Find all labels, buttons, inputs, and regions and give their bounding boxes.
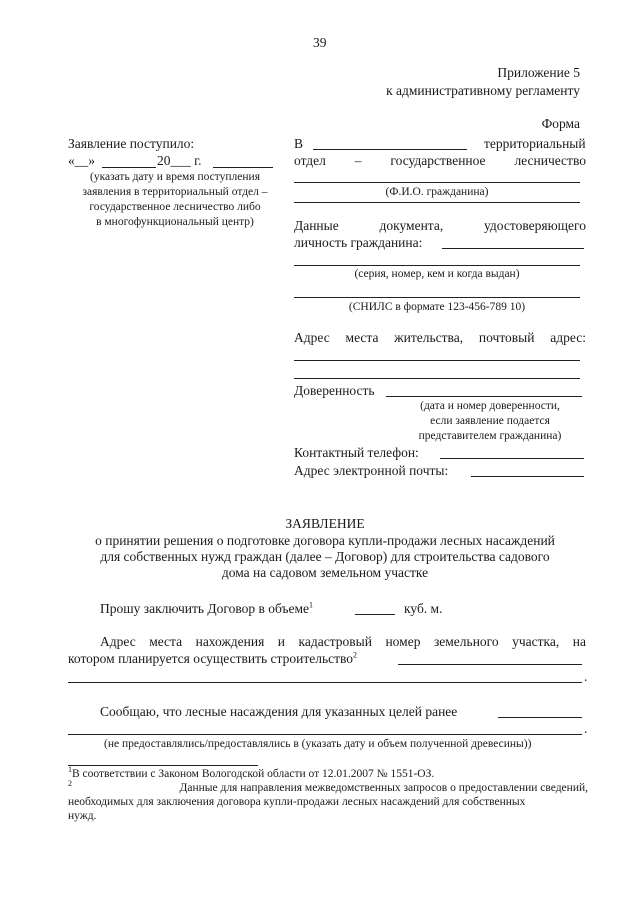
land-address-field1[interactable] [398, 664, 582, 665]
snils-caption: (СНИЛС в формате 123-456-789 10) [348, 301, 526, 313]
snils-line[interactable] [294, 297, 580, 298]
otdel-name-line[interactable] [313, 149, 467, 150]
statement-sub-line2: для собственных нужд граждан (далее – Договор) для строительства садового [100, 549, 550, 564]
territorial-word: территориальный [484, 136, 586, 151]
prior-caption: (не предоставлялись/предоставлялись в (указать дату и объем полученной древесины)) [104, 738, 532, 750]
series-caption: (серия, номер, кем и когда выдан) [354, 268, 520, 280]
proxy-note: (дата и номер доверенности, если заявление подается представителем гражданина) [418, 400, 562, 442]
received-year: 20___ г. [157, 153, 202, 168]
phone-label: Контактный телефон: [294, 445, 419, 460]
statement-sub-line1: о принятии решения о подготовке договора купли-продажи лесных насаждений [95, 533, 555, 548]
fio-line[interactable] [294, 182, 580, 183]
otdel-line: отдел – государственное лесничество [294, 153, 586, 168]
prior-field1[interactable] [498, 717, 582, 718]
appendix-line1: Приложение 5 [497, 65, 580, 80]
received-title: Заявление поступило: [68, 136, 195, 151]
footnote-1: $^1$В соответствии с Законом Вологодской области от 12.01.2007 № 1551-ОЗ. [68, 765, 435, 780]
form-label: Форма [541, 116, 580, 131]
prior-text: Сообщаю, что лесные насаждения для указанных целей ранее [100, 704, 458, 719]
phone-line[interactable] [440, 458, 584, 459]
fio-caption: (Ф.И.О. гражданина) [385, 186, 489, 198]
volume-unit: куб. м. [404, 601, 443, 616]
statement-sub-line3: дома на садовом земельном участке [221, 565, 429, 580]
land-address-line2: котором планируется осуществить строительство$^2$ [68, 650, 358, 666]
proxy-line[interactable] [386, 396, 582, 397]
footnote-separator [68, 765, 258, 766]
land-address-dot: . [584, 669, 588, 684]
received-note: (указать дату и время поступления заявления в территориальный отдел – государственное лесничество либо в многофункциональный центр) [82, 171, 268, 228]
received-time-line[interactable] [213, 167, 273, 168]
doc-line1[interactable] [442, 248, 584, 249]
to-word: В [294, 136, 304, 151]
prior-dot: . [584, 721, 588, 736]
appendix-line2: к административному регламенту [386, 83, 580, 98]
page-number: 39 [313, 35, 327, 50]
series-line[interactable] [294, 265, 580, 266]
footnote-2: $^2$ Данные для направления межведомственных запросов о предоставлении сведений, необходимых для заключения договора купли-продажи лесных насаждений для собственных нужд. [68, 779, 588, 822]
volume-line[interactable] [355, 614, 395, 615]
received-month-line[interactable] [102, 167, 156, 168]
received-day: «__» [68, 153, 95, 168]
doc-label-line1: Данные документа, удостоверяющего [294, 218, 586, 233]
statement-title: ЗАЯВЛЕНИЕ [285, 516, 365, 531]
address-line1[interactable] [294, 360, 580, 361]
fio-underline [294, 202, 580, 203]
prior-field2[interactable] [68, 734, 582, 735]
land-address-line1: Адрес места нахождения и кадастровый номер земельного участка, на [100, 634, 586, 649]
doc-label-line2: личность гражданина: [294, 235, 423, 250]
email-label: Адрес электронной почты: [294, 463, 449, 478]
land-address-field2[interactable] [68, 682, 582, 683]
volume-text: Прошу заключить Договор в объеме$^1$ [100, 600, 314, 616]
address-line2[interactable] [294, 378, 580, 379]
address-label: Адрес места жительства, почтовый адрес: [294, 330, 586, 345]
proxy-label: Доверенность [294, 383, 375, 398]
email-line[interactable] [471, 476, 584, 477]
